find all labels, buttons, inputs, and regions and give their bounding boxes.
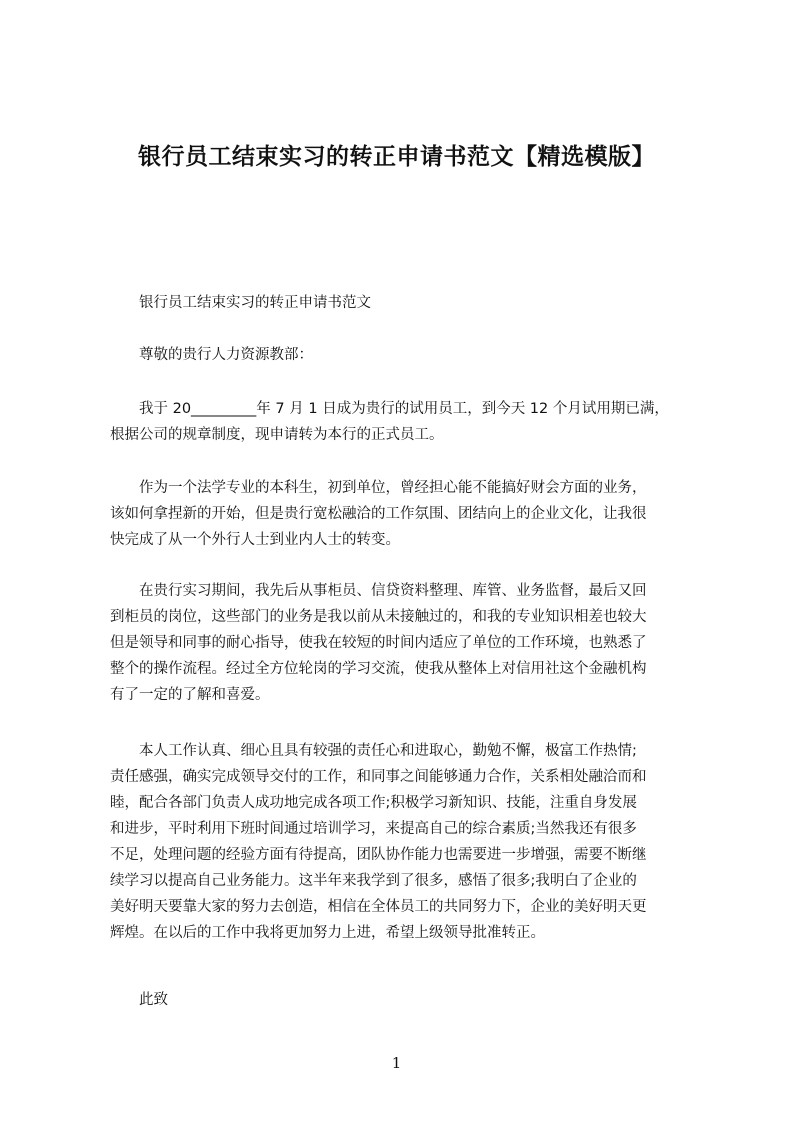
text-line: 银行员工结束实习的转正申请书范文 <box>139 295 371 311</box>
paragraph-closing <box>110 987 700 1013</box>
paragraph-self-assessment <box>110 738 700 946</box>
text-line: 快完成了从一个外行人士到业内人士的转变。 <box>110 532 400 548</box>
paragraph-subtitle <box>110 290 700 316</box>
text-line: 辉煌。在以后的工作中我将更加努力上进，希望上级领导批准转正。 <box>110 925 545 941</box>
text-line: 有了一定的了解和喜爱。 <box>110 687 270 703</box>
text-line: 睦，配合各部门负责人成功地完成各项工作;积极学习新知识、技能，注重自身发展 <box>110 795 637 811</box>
text-line: 责任感强，确实完成领导交付的工作，和同事之间能够通力合作，关系相处融洽而和 <box>110 769 647 785</box>
text-line: 本人工作认真、细心且具有较强的责任心和进取心，勤勉不懈，极富工作热情; <box>139 743 637 759</box>
document-title: 银行员工结束实习的转正申请书范文【精选模版】 <box>138 144 655 170</box>
paragraph-application <box>110 396 700 448</box>
paragraph-salutation <box>110 342 700 368</box>
text-line: 尊敬的贵行人力资源教部： <box>139 347 313 363</box>
text-line: 作为一个法学专业的本科生，初到单位，曾经担心能不能搞好财会方面的业务， <box>139 480 647 496</box>
text-line: 我于 20_________年 7 月 1 日成为贵行的试用员工，到今天 12 个月试用期已满， <box>139 401 669 417</box>
text-line: 不足，处理问题的经验方面有待提高，团队协作能力也需要进一步增强，需要不断继 <box>110 847 647 863</box>
text-line: 续学习以提高自己业务能力。这半年来我学到了很多，感悟了很多;我明白了企业的 <box>110 873 637 889</box>
text-line: 美好明天要靠大家的努力去创造，相信在全体员工的共同努力下，企业的美好明天更 <box>110 899 647 915</box>
paragraph-internship <box>110 578 700 708</box>
text-line: 根据公司的规章制度，现申请转为本行的正式员工。 <box>110 427 444 443</box>
text-line: 整个的操作流程。经过全方位轮岗的学习交流，使我从整体上对信用社这个金融机构 <box>110 661 647 677</box>
text-line: 但是领导和同事的耐心指导，使我在较短的时间内适应了单位的工作环境，也熟悉了 <box>110 635 647 651</box>
text-line: 和进步，平时利用下班时间通过培训学习，来提高自己的综合素质;当然我还有很多 <box>110 821 637 837</box>
text-line: 该如何拿捏新的开始，但是贵行宽松融洽的工作氛围、团结向上的企业文化，让我很 <box>110 506 647 522</box>
text-line: 在贵行实习期间，我先后从事柜员、信贷资料整理、库管、业务监督，最后又回 <box>139 583 647 599</box>
paragraph-background <box>110 475 700 553</box>
page-number: 1 <box>391 1054 402 1072</box>
text-line: 此致 <box>139 992 168 1008</box>
text-line: 到柜员的岗位，这些部门的业务是我以前从未接触过的，和我的专业知识相差也较大 <box>110 609 647 625</box>
